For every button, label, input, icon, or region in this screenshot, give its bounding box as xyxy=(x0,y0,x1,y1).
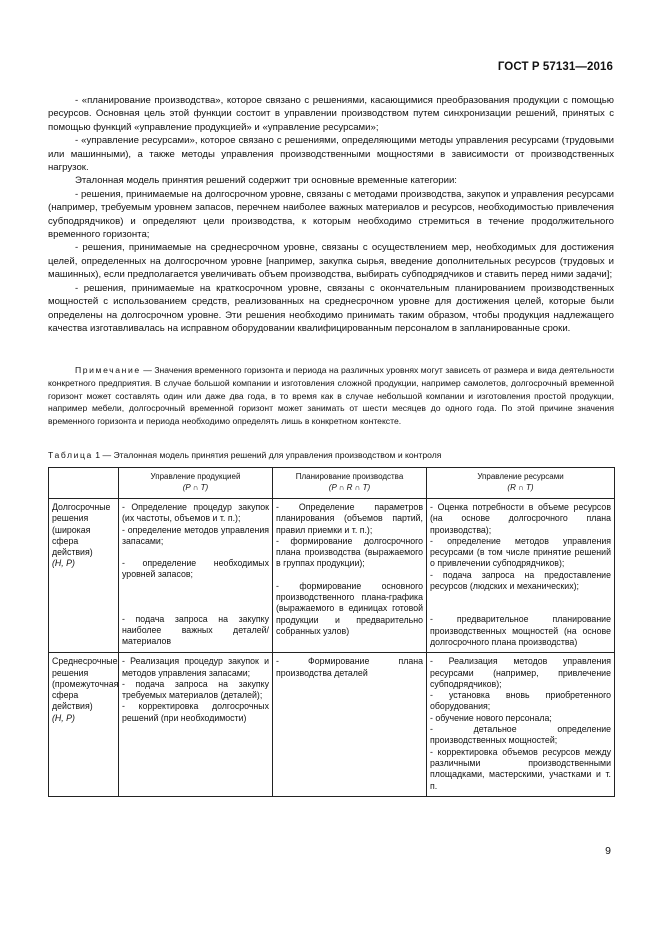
list-item: - Реализация методов управления ресурсами (например, привлечение субподрядчиков); xyxy=(430,656,611,689)
header-cell-resources xyxy=(427,468,615,499)
list-item: - Определение процедур закупок (их частоты, объемов и т. п.); xyxy=(122,502,269,524)
decision-model-table xyxy=(48,467,615,797)
row-label-cell xyxy=(49,499,119,653)
table-row xyxy=(49,653,615,797)
paragraph: Эталонная модель принятия решений содержит три основные временные категории: xyxy=(75,175,457,187)
list-item: - установка вновь приобретенного оборудования; xyxy=(430,690,611,712)
table-caption-text: 1 — Эталонная модель принятия решений для управления производством и контроля xyxy=(95,450,442,460)
row-label-formula: (H, P) xyxy=(52,558,75,569)
row-label: Долгосрочные xyxy=(52,502,111,512)
list-item: - Оценка потребности в объеме ресурсов (на основе долгосрочного плана производства); xyxy=(430,502,611,535)
column-title: Управление ресурсами xyxy=(477,472,564,481)
header-cell-products xyxy=(119,468,273,499)
resources-cell xyxy=(427,653,615,797)
list-item: - определение методов управления запасами; xyxy=(122,524,269,546)
list-item: - Формирование плана производства деталей xyxy=(276,656,423,678)
column-title: Планирование производства xyxy=(295,472,404,481)
list-item: - подача запроса на предоставление ресурсов (людских и механических); xyxy=(430,569,611,592)
row-label: решения (широкая сфера действия) xyxy=(52,513,93,558)
standard-id: ГОСТ Р 57131—2016 xyxy=(497,61,613,73)
body-text xyxy=(48,94,614,335)
planning-cell xyxy=(273,499,427,653)
products-cell xyxy=(119,499,273,653)
list-item: - подача запроса на закупку наиболее важных деталей/материалов xyxy=(122,613,269,647)
list-item: - формирование долгосрочного плана производства (выражаемого в группах продукции); xyxy=(276,535,423,569)
list-item: - подача запроса на закупку требуемых материалов (деталей); xyxy=(122,678,269,701)
note-text: Значения временного горизонта и периода на различных уровнях могут зависеть от размера и вида деятельности конкретного предприятия. В случае большой компании и изготовления сложной продукции, например самолетов, долгосрочный временной горизонт может составлять один или даже два года, в то время как в случае небольшой компании и изготовления простой продукции, например мебели, долгосрочный временной горизонт может занимать от шести месяцев до одного года. По этой причине значения временного горизонта и периода необходимо определять лишь в конкретном контексте. xyxy=(48,365,614,427)
list-item: - корректировка долгосрочных решений (при необходимости) xyxy=(122,701,269,723)
table-caption-label: Таблица xyxy=(48,450,93,460)
list-item: - определение необходимых уровней запасов; xyxy=(122,558,269,580)
column-formula: (P ∩ R ∩ T) xyxy=(328,482,371,492)
table-header-row xyxy=(49,468,615,499)
products-cell xyxy=(119,653,273,797)
column-title: Управление продукцией xyxy=(150,472,241,481)
paragraph: - решения, принимаемые на долгосрочном уровне, связаны с методами производства, закупок и управления ресурсами (например, требуемым уровнем запасов, перечнем наиболее важных материалов и ресурсов, необходимостью привлечения субподрядчиков) и определяют цели производства, к которым необходимо стремиться в течение продолжительного временного горизонта; xyxy=(48,188,614,241)
header-cell-planning xyxy=(273,468,427,499)
note xyxy=(48,364,614,428)
paragraph: - решения, принимаемые на краткосрочном уровне, связаны с окончательным планированием производственных мощностей с использованием средств, реализованных на среднесрочном уровне для достижения целей, которые были определены на долгосрочном уровне. Эти решения необходимо принимать таким образом, чтобы продукция надлежащего качества изготавливалась на исправном оборудовании квалифицированным персоналом в запланированные сроки. xyxy=(48,282,614,334)
table-row xyxy=(49,499,615,653)
planning-cell xyxy=(273,653,427,797)
list-item: - корректировка объемов ресурсов между различными производственными площадками, мастерскими, участками и т. п. xyxy=(430,746,611,791)
row-label: Среднесрочные решения (промежуточная сфера действия) xyxy=(52,656,119,712)
list-item: - определение методов управления ресурсами (в том числе принятие решений о привлечении субподрядчиков); xyxy=(430,535,611,569)
table-caption xyxy=(48,449,614,461)
note-dash: — xyxy=(140,365,155,375)
column-formula: (R ∩ T) xyxy=(507,482,534,492)
header-cell-empty xyxy=(49,468,119,499)
row-label-cell xyxy=(49,653,119,797)
paragraph: - «планирование производства», которое связано с решениями, касающимися преобразования продукции с помощью ресурсов. Основная цель этой функции состоит в управлении производством путем синхронизации решений, принятых с помощью функций «управление продукцией» и «управление ресурсами»; xyxy=(48,95,614,133)
row-label-formula: (H, P) xyxy=(52,712,75,723)
resources-cell xyxy=(427,499,615,653)
column-formula: (P ∩ T) xyxy=(182,482,209,492)
paragraph: - решения, принимаемые на среднесрочном уровне, связаны с осуществлением мер, необходимых для достижения целей, определенных на долгосрочном уровне [например, закупка сырья, введение дополнительных ресурсов (трудовых и машинных), если предполагается увеличивать объем производства, выбирать субподрядчиков и ставить перед ними задачи]; xyxy=(48,242,614,281)
list-item: - детальное определение производственных мощностей; xyxy=(430,724,611,746)
list-item: - предварительное планирование производственных мощностей (на основе долгосрочного плана производства) xyxy=(430,614,611,647)
list-item: - Определение параметров планирования (объемов партий, правил приемки и т. п.); xyxy=(276,502,423,535)
note-label: Примечание xyxy=(75,365,141,375)
page-number: 9 xyxy=(605,845,611,857)
list-item: - обучение нового персонала; xyxy=(430,712,552,723)
paragraph: - «управление ресурсами», которое связано с решениями, определяющими методы управления ресурсами (трудовыми или машинными), а также методы управления производственными мощностями в зависимости от производственных нагрузок. xyxy=(48,135,614,174)
list-item: - Реализация процедур закупок и методов управления запасами; xyxy=(122,656,269,678)
list-item: - формирование основного производственного плана-графика (выражаемого в единицах готовой продукции и предварительно собранных узлов) xyxy=(276,580,423,636)
